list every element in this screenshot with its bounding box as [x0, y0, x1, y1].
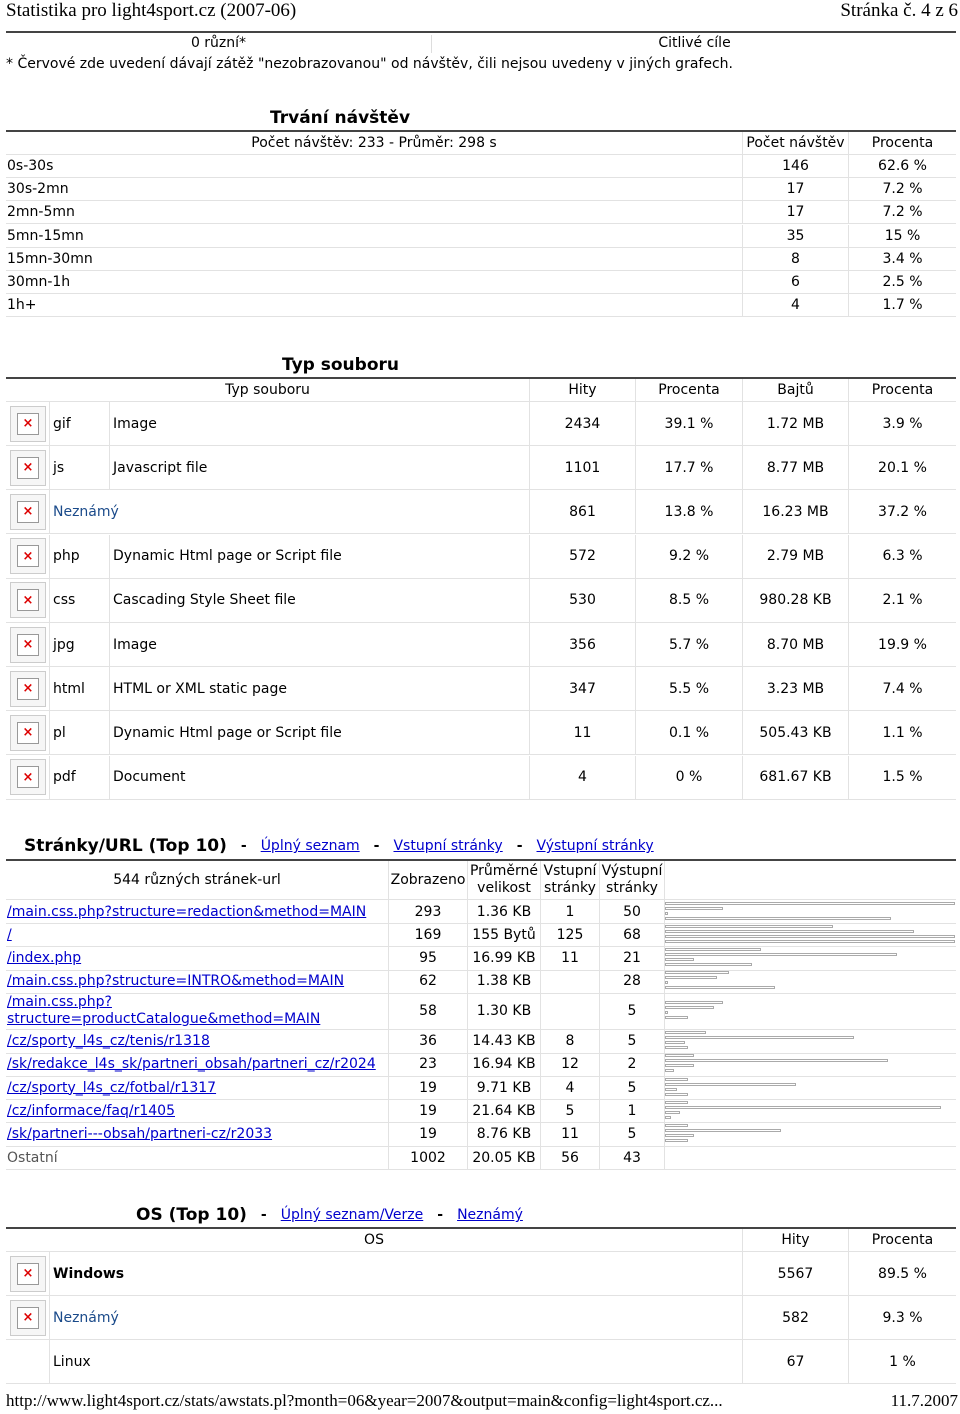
broken-image-icon: × [10, 1300, 46, 1336]
os-percent: 89.5 % [878, 1265, 927, 1282]
os-header-row [6, 1229, 956, 1252]
os-title: OS (Top 10) [136, 1205, 247, 1225]
worms-note: * Červové zde uvedení dávají zátěž "nezobrazovanou" od návštěv, čili nejsou uvedeny v jiných grafech. [6, 56, 733, 72]
filetype-hits-percent: 0 % [636, 756, 743, 799]
url-bar [665, 930, 914, 933]
url-bar [665, 1046, 688, 1049]
filetype-bytes-percent: 1.1 % [882, 724, 923, 741]
filetype-bytes-percent: 2.1 % [882, 592, 923, 609]
filetypes-col-type: Typ souboru [6, 379, 530, 401]
url-link[interactable]: / [7, 926, 12, 943]
url-bar [665, 940, 955, 943]
visits-col-count: Počet návštěv [743, 132, 849, 154]
filetype-hits-percent: 0.1 % [636, 711, 743, 754]
filetype-description: Javascript file [110, 446, 530, 489]
os-hits: 67 [743, 1340, 849, 1383]
url-entry [541, 970, 600, 993]
filetype-hits-percent: 17.7 % [636, 446, 743, 489]
os-full-list-link[interactable]: Úplný seznam/Verze [280, 1207, 424, 1223]
visits-percent: 7.2 % [882, 204, 923, 221]
url-link[interactable]: /cz/sporty_l4s_cz/fotbal/r1317 [7, 1079, 217, 1096]
broken-image-icon: × [10, 715, 46, 751]
url-exit: 5 [600, 1076, 665, 1099]
filetype-bytes-percent: 1.5 % [882, 769, 923, 786]
urls-col-exit: Výstupní stránky [600, 861, 665, 899]
url-row [6, 1123, 956, 1147]
filetype-bytes: 1.72 MB [743, 402, 849, 445]
os-percent: 1 % [889, 1353, 916, 1370]
filetype-ext: jpg [50, 623, 110, 666]
url-bar [665, 1059, 888, 1062]
url-bar [665, 1001, 723, 1004]
filetype-row [6, 490, 956, 534]
filetype-bytes-percent: 19.9 % [878, 636, 927, 653]
url-bars [665, 1123, 957, 1146]
broken-image-icon: × [10, 494, 46, 530]
url-bar [665, 1036, 854, 1039]
filetype-bytes: 8.77 MB [743, 446, 849, 489]
url-bar [665, 981, 668, 984]
url-views: 58 [389, 993, 468, 1029]
filetype-bytes: 3.23 MB [743, 667, 849, 710]
url-views: 19 [389, 1076, 468, 1099]
page-url: http://www.light4sport.cz/stats/awstats.pl?month=06&year=2007&output=main&config=light4sport.cz... [6, 1391, 723, 1410]
os-row [6, 1296, 956, 1340]
url-bar [665, 917, 891, 920]
visits-duration-label: 2mn-5mn [6, 201, 743, 223]
url-bar [665, 1116, 671, 1119]
url-exit: 1 [600, 1099, 665, 1122]
url-views: 23 [389, 1053, 468, 1076]
filetype-bytes: 2.79 MB [743, 535, 849, 578]
filetype-ext: css [50, 579, 110, 622]
broken-image-icon: × [10, 627, 46, 663]
filetype-bytes-percent: 6.3 % [882, 548, 923, 565]
url-entry: 8 [541, 1030, 600, 1053]
url-views: 169 [389, 923, 468, 946]
url-link[interactable]: /index.php [7, 950, 82, 967]
urls-col-avg: Průměrné velikost [468, 861, 541, 899]
visits-duration-label: 5mn-15mn [6, 225, 743, 247]
urls-title-bar: Stránky/URL (Top 10) - Úplný seznam - Vstupní stránky - Výstupní stránky [24, 836, 654, 856]
url-row [6, 1099, 956, 1123]
url-views: 19 [389, 1123, 468, 1146]
url-views: 36 [389, 1030, 468, 1053]
visits-percent: 62.6 % [878, 158, 927, 174]
urls-exit-pages-link[interactable]: Výstupní stránky [536, 838, 654, 854]
filetype-ext: Neznámý [50, 490, 530, 533]
url-bar [665, 1054, 694, 1057]
filetype-bytes-percent: 3.9 % [882, 415, 923, 432]
urls-header-row [6, 861, 956, 900]
url-entry: 125 [541, 923, 600, 946]
visits-duration-label: 1h+ [6, 294, 743, 316]
url-bar [665, 971, 729, 974]
url-link[interactable]: /sk/redakce_l4s_sk/partneri_obsah/partneri_cz/r2024 [7, 1056, 376, 1073]
url-exit: 5 [600, 993, 665, 1029]
filetypes-col-hits: Hity [530, 379, 636, 401]
visits-summary: Počet návštěv: 233 - Průměr: 298 s [6, 132, 743, 154]
url-entry: 4 [541, 1076, 600, 1099]
url-bar [665, 976, 717, 979]
url-bar [665, 986, 775, 989]
url-link[interactable]: /main.css.php? structure=productCatalogue&method=MAIN [7, 994, 321, 1028]
url-avg-size: 20.05 KB [468, 1146, 541, 1169]
url-bar [665, 1134, 694, 1137]
filetype-row [6, 756, 956, 800]
url-row [6, 1053, 956, 1077]
filetype-bytes-percent: 7.4 % [882, 680, 923, 697]
visits-row [6, 294, 956, 317]
os-name: Neznámý [50, 1296, 743, 1339]
url-entry: 11 [541, 1123, 600, 1146]
visits-count: 4 [743, 294, 849, 316]
url-bars [665, 1076, 957, 1099]
visits-duration-title: Trvání návštěv [270, 108, 411, 128]
url-bar [665, 1069, 674, 1072]
visits-duration-label: 30mn-1h [6, 271, 743, 293]
url-avg-size: 9.71 KB [468, 1076, 541, 1099]
url-bars [665, 1030, 957, 1053]
os-hits: 5567 [743, 1252, 849, 1295]
filetype-ext: gif [50, 402, 110, 445]
filetype-bytes-percent: 37.2 % [878, 503, 927, 520]
filetype-hits-percent: 39.1 % [636, 402, 743, 445]
url-bar [665, 1111, 680, 1114]
filetype-row [6, 623, 956, 667]
filetype-bytes: 8.70 MB [743, 623, 849, 666]
url-bar [665, 1129, 781, 1132]
visits-row [6, 248, 956, 271]
url-bar [665, 1041, 685, 1044]
filetype-hits-percent: 5.7 % [636, 623, 743, 666]
print-header [6, 0, 958, 24]
url-views: 95 [389, 947, 468, 970]
url-bars [665, 900, 957, 923]
url-entry: 11 [541, 947, 600, 970]
urls-full-list-link[interactable]: Úplný seznam [260, 838, 360, 854]
os-hits: 582 [743, 1296, 849, 1339]
filetype-hits: 347 [530, 667, 636, 710]
url-bar [665, 1011, 668, 1014]
url-avg-size: 155 Bytů [468, 923, 541, 946]
visits-duration-label: 15mn-30mn [6, 248, 743, 270]
url-avg-size: 16.94 KB [468, 1053, 541, 1076]
url-link[interactable]: /cz/informace/faq/r1405 [7, 1102, 175, 1119]
os-name: Linux [50, 1340, 743, 1383]
url-exit: 28 [600, 970, 665, 993]
os-col-hits: Hity [743, 1229, 849, 1251]
filetype-row [6, 579, 956, 623]
url-bar [665, 1093, 688, 1096]
visits-count: 146 [743, 155, 849, 177]
url-bar [665, 1016, 688, 1019]
url-avg-size: 1.38 KB [468, 970, 541, 993]
url-bar [665, 1124, 688, 1127]
broken-image-icon: × [10, 406, 46, 442]
url-exit: 5 [600, 1030, 665, 1053]
url-avg-size: 1.36 KB [468, 900, 541, 923]
filetype-description: Dynamic Html page or Script file [110, 711, 530, 754]
url-row [6, 947, 956, 971]
page-title: Statistika pro light4sport.cz (2007-06) [6, 0, 297, 21]
filetype-hits: 1101 [530, 446, 636, 489]
url-avg-size: 21.64 KB [468, 1099, 541, 1122]
url-entry: 5 [541, 1099, 600, 1122]
url-avg-size: 14.43 KB [468, 1030, 541, 1053]
url-views: 1002 [389, 1146, 468, 1169]
url-bar [665, 963, 752, 966]
url-bar [665, 953, 897, 956]
url-row [6, 1076, 956, 1100]
url-exit: 50 [600, 900, 665, 923]
filetype-hits: 11 [530, 711, 636, 754]
url-other-label: Ostatní [7, 1149, 58, 1166]
url-bar [665, 935, 955, 938]
url-avg-size: 1.30 KB [468, 993, 541, 1029]
url-bar [665, 1106, 941, 1109]
filetype-row [6, 711, 956, 755]
os-title-bar: OS (Top 10) - Úplný seznam/Verze - Neznámý [136, 1205, 523, 1225]
url-bar [665, 1078, 688, 1081]
filetype-hits-percent: 9.2 % [636, 535, 743, 578]
url-views: 293 [389, 900, 468, 923]
worms-count: 0 různí* [6, 35, 432, 53]
sensitive-targets: Citlivé cíle [658, 35, 731, 51]
visits-row [6, 225, 956, 248]
url-bars [665, 970, 957, 993]
urls-title: Stránky/URL (Top 10) [24, 836, 227, 856]
filetype-description: Document [110, 756, 530, 799]
filetype-ext: js [50, 446, 110, 489]
url-entry: 1 [541, 900, 600, 923]
url-link[interactable]: /main.css.php?structure=redaction&method=MAIN [7, 903, 367, 920]
filetype-ext: pl [50, 711, 110, 754]
url-entry [541, 993, 600, 1029]
os-col-percent: Procenta [871, 1232, 934, 1248]
url-link[interactable]: /cz/sporty_l4s_cz/tenis/r1318 [7, 1033, 210, 1049]
urls-entry-pages-link[interactable]: Vstupní stránky [393, 838, 503, 854]
os-percent: 9.3 % [882, 1309, 923, 1326]
filetype-hits-percent: 5.5 % [636, 667, 743, 710]
filetypes-col-percent: Procenta [636, 379, 743, 401]
visits-duration-label: 0s-30s [6, 155, 743, 177]
visits-row [6, 271, 956, 294]
url-bar [665, 925, 833, 928]
url-bars [665, 947, 957, 970]
filetype-hits: 572 [530, 535, 636, 578]
url-bar [665, 902, 955, 905]
url-bar [665, 1101, 688, 1104]
url-link[interactable]: /sk/partneri---obsah/partneri-cz/r2033 [7, 1126, 273, 1143]
url-bars [665, 923, 957, 946]
url-bar [665, 1083, 796, 1086]
url-row [6, 900, 956, 924]
os-name: Windows [50, 1252, 743, 1295]
url-bar [665, 1031, 706, 1034]
url-views: 62 [389, 970, 468, 993]
url-exit: 2 [600, 1053, 665, 1076]
url-bar [665, 1139, 688, 1142]
visits-duration-label: 30s-2mn [6, 178, 743, 200]
filetype-row [6, 535, 956, 579]
filetype-hits: 4 [530, 756, 636, 799]
visits-row [6, 201, 956, 224]
broken-image-icon: × [10, 671, 46, 707]
filetypes-title: Typ souboru [282, 355, 399, 375]
broken-image-icon: × [10, 582, 46, 618]
visits-count: 6 [743, 271, 849, 293]
print-footer [6, 1391, 958, 1413]
urls-col-entry: Vstupní stránky [541, 861, 600, 899]
filetype-description: Cascading Style Sheet file [110, 579, 530, 622]
visits-header-row [6, 132, 956, 155]
filetype-bytes: 980.28 KB [743, 579, 849, 622]
url-views: 19 [389, 1099, 468, 1122]
filetype-bytes: 505.43 KB [743, 711, 849, 754]
visits-percent: 1.7 % [882, 297, 923, 314]
filetype-description: Dynamic Html page or Script file [110, 535, 530, 578]
url-exit: 21 [600, 947, 665, 970]
url-exit: 68 [600, 923, 665, 946]
broken-image-icon: × [10, 1256, 46, 1292]
url-row [6, 993, 956, 1030]
filetype-hits: 356 [530, 623, 636, 666]
filetype-row [6, 667, 956, 711]
url-bar [665, 1006, 714, 1009]
url-bar [665, 958, 694, 961]
url-row [6, 1030, 956, 1054]
filetypes-header-row [6, 379, 956, 402]
url-bars [665, 1053, 957, 1076]
urls-col-views: Zobrazeno [389, 861, 468, 899]
url-exit: 43 [600, 1146, 665, 1169]
url-bar [665, 948, 761, 951]
url-row [6, 1146, 956, 1170]
visits-percent: 15 % [884, 227, 921, 244]
filetype-ext: php [50, 535, 110, 578]
url-bar [665, 907, 723, 910]
url-bars [665, 993, 957, 1029]
visits-count: 35 [743, 225, 849, 247]
filetype-hits: 861 [530, 490, 636, 533]
filetype-row [6, 402, 956, 446]
visits-count: 17 [743, 201, 849, 223]
url-bars [665, 1099, 957, 1122]
visits-row [6, 155, 956, 178]
broken-image-icon: × [10, 450, 46, 486]
filetype-hits: 2434 [530, 402, 636, 445]
filetype-description: Image [110, 402, 530, 445]
os-col-os: OS [6, 1229, 743, 1251]
visits-count: 8 [743, 248, 849, 270]
os-unknown-link[interactable]: Neznámý [457, 1207, 523, 1223]
url-bar [665, 912, 668, 915]
filetype-ext: pdf [50, 756, 110, 799]
page-number: Stránka č. 4 z 6 [840, 0, 958, 21]
url-avg-size: 16.99 KB [468, 947, 541, 970]
urls-col-url: 544 různých stránek-url [6, 861, 389, 899]
top-row [6, 33, 956, 53]
os-row [6, 1252, 956, 1296]
url-entry: 12 [541, 1053, 600, 1076]
filetype-description: Image [110, 623, 530, 666]
visits-count: 17 [743, 178, 849, 200]
visits-percent: 7.2 % [882, 181, 923, 198]
visits-col-percent: Procenta [871, 135, 934, 151]
filetype-description: HTML or XML static page [110, 667, 530, 710]
url-row [6, 923, 956, 947]
filetypes-col-percent2: Procenta [871, 382, 934, 398]
filetype-bytes: 16.23 MB [743, 490, 849, 533]
filetypes-col-bytes: Bajtů [743, 379, 849, 401]
url-exit: 5 [600, 1123, 665, 1146]
url-bar [665, 1088, 677, 1091]
url-link[interactable]: /main.css.php?structure=INTRO&method=MAIN [7, 973, 345, 990]
visits-percent: 2.5 % [882, 274, 923, 290]
filetype-ext: html [50, 667, 110, 710]
os-row [6, 1340, 956, 1384]
filetype-row [6, 446, 956, 490]
url-bar [665, 1064, 694, 1067]
broken-image-icon: × [10, 538, 46, 574]
url-row [6, 970, 956, 994]
filetype-hits-percent: 13.8 % [636, 490, 743, 533]
visits-row [6, 178, 956, 201]
broken-image-icon: × [10, 759, 46, 795]
print-date: 11.7.2007 [890, 1391, 958, 1410]
filetype-bytes-percent: 20.1 % [878, 459, 927, 476]
filetype-hits-percent: 8.5 % [636, 579, 743, 622]
url-entry: 56 [541, 1146, 600, 1169]
url-avg-size: 8.76 KB [468, 1123, 541, 1146]
visits-percent: 3.4 % [882, 250, 923, 267]
filetype-bytes: 681.67 KB [743, 756, 849, 799]
filetype-hits: 530 [530, 579, 636, 622]
